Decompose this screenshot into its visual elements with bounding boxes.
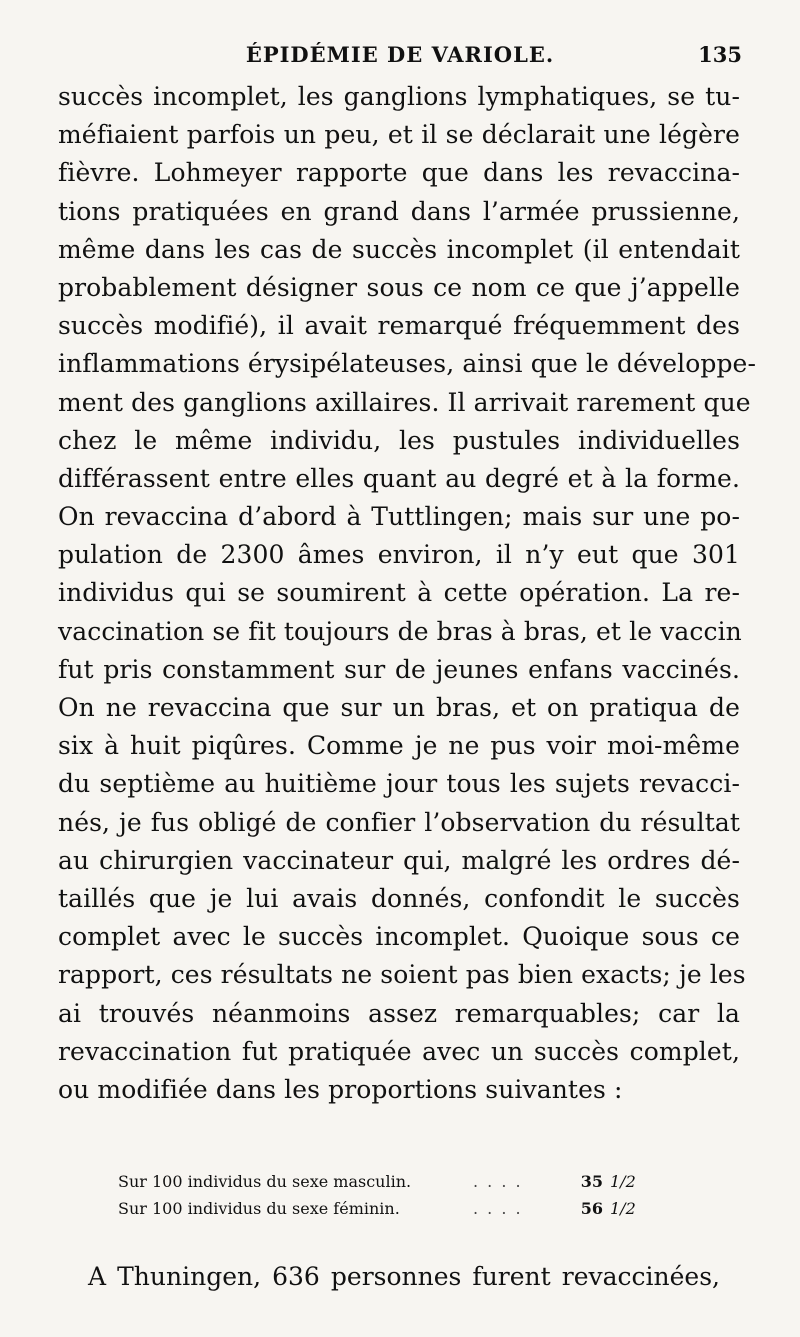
text-line: pulation de 2300 âmes environ, il n’y eut que 301 [58,540,740,570]
closing-line: A Thuningen, 636 personnes furent revaccinées, [88,1262,720,1291]
table-row [118,1168,643,1195]
text-line: succès modifié), il avait remarqué fréquemment des [58,311,740,341]
body-text [58,78,756,1109]
text-line: vaccination se fit toujours de bras à bras, et le vaccin [58,616,742,646]
proportions-table [118,1168,643,1222]
running-head: ÉPIDÉMIE DE VARIOLE. [245,42,555,67]
text-line: nés, je fus obligé de confier l’observation du résultat [58,807,740,837]
text-line: individus qui se soumirent à cette opération. La re- [58,578,740,608]
text-line: On ne revaccina que sur un bras, et on pratiqua de [58,693,740,722]
proportion-value: 56 [580,1199,603,1218]
text-line: chez le même individu, les pustules individuelles [58,425,740,455]
proportion-fraction: 1/2 [610,1199,636,1218]
text-line: fièvre. Lohmeyer rapporte que dans les revaccina- [58,158,740,188]
leader-dots: . . . . [473,1172,523,1191]
text-line: taillés que je lui avais donnés, confondit le succès [58,883,740,913]
text-line: ai trouvés néanmoins assez remarquables; car la [58,998,740,1028]
row-label: Sur 100 individus du sexe masculin. [118,1172,412,1191]
text-line: ou modifiée dans les proportions suivantes : [58,1074,623,1104]
text-line: méfiaient parfois un peu, et il se déclarait une légère [58,120,740,150]
text-line: tions pratiquées en grand dans l’armée prussienne, [58,196,740,226]
proportion-value: 35 [580,1172,603,1191]
text-line: revaccination fut pratiquée avec un succès complet, [58,1036,740,1066]
proportion-fraction: 1/2 [610,1172,636,1191]
text-line: au chirurgien vaccinateur qui, malgré les ordres dé- [58,845,740,875]
text-line: complet avec le succès incomplet. Quoique sous ce [58,922,740,952]
row-label: Sur 100 individus du sexe féminin. [118,1199,400,1218]
page-number: 135 [698,42,742,67]
text-line: différassent entre elles quant au degré et à la forme. [58,463,740,493]
table-row [118,1195,643,1222]
text-line: probablement désigner sous ce nom ce que j’appelle [58,272,740,302]
text-line: inflammations érysipélateuses, ainsi que le développe- [58,349,756,379]
page-header [0,42,800,76]
text-line: fut pris constamment sur de jeunes enfans vaccinés. [58,654,740,684]
text-line: succès incomplet, les ganglions lymphatiques, se tu- [58,82,740,111]
text-line: rapport, ces résultats ne soient pas bien exacts; je les [58,960,746,990]
text-line: même dans les cas de succès incomplet (il entendait [58,234,740,264]
text-line: On revaccina d’abord à Tuttlingen; mais sur une po- [58,502,740,532]
text-line: six à huit piqûres. Comme je ne pus voir moi-même [58,731,740,761]
text-line: ment des ganglions axillaires. Il arrivait rarement que [58,387,751,417]
leader-dots: . . . . [473,1199,523,1218]
text-line: du septième au huitième jour tous les sujets revacci- [58,769,740,799]
